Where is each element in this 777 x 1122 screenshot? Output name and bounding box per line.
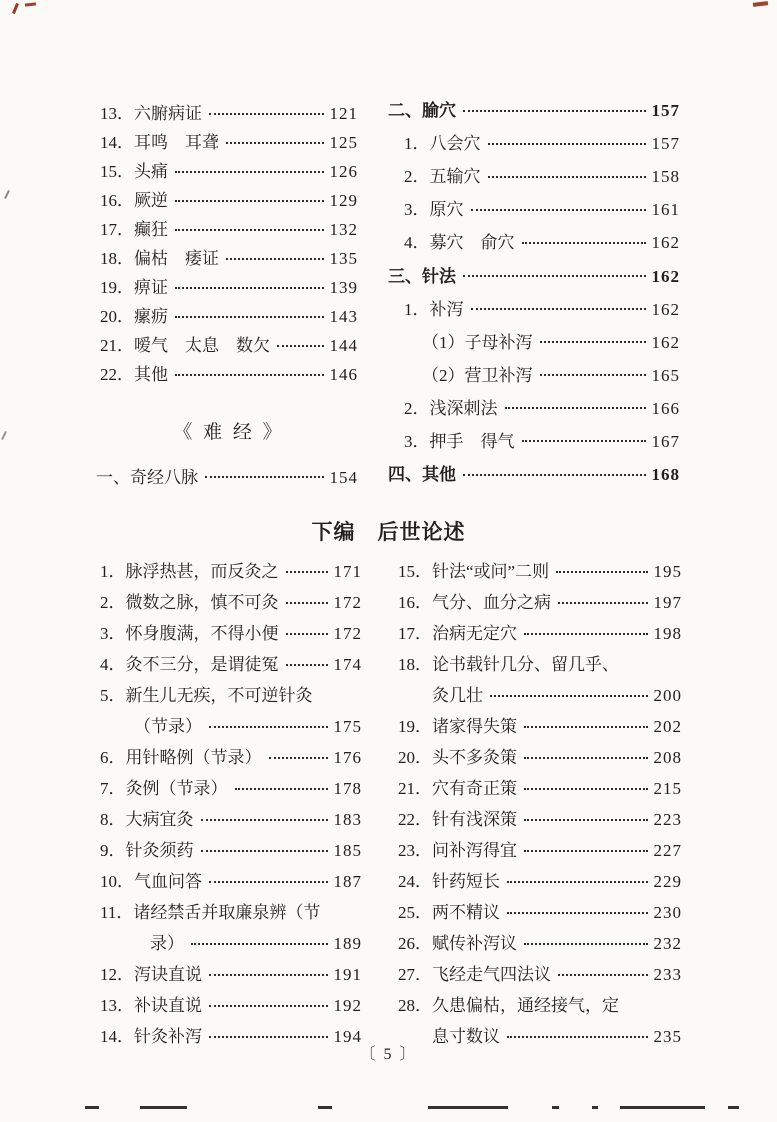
toc-entry-page-number: 165	[651, 365, 680, 385]
toc-entry-title: 24．针药短长	[398, 872, 500, 891]
scan-artifact-margin-tick	[1, 431, 7, 440]
toc-entry-title: 17．治病无定穴	[398, 624, 517, 643]
toc-entry	[388, 94, 680, 127]
toc-entry-page-number: 168	[651, 465, 680, 485]
toc-column-bottom-right	[398, 556, 682, 1052]
scan-artifact-red-mark	[25, 2, 36, 6]
toc-entry	[398, 742, 682, 773]
toc-entry-title: 灸几壮	[432, 686, 483, 705]
toc-entry-title: 14．耳鸣 耳聋	[100, 133, 219, 152]
dot-leader	[209, 974, 328, 976]
toc-entry-page-number: 162	[651, 299, 680, 319]
toc-entry	[100, 773, 362, 804]
dot-leader	[463, 275, 646, 277]
dot-leader	[490, 695, 648, 697]
toc-entry-title: 三、针法	[388, 266, 456, 286]
toc-entry-page-number: 139	[329, 278, 358, 297]
toc-entry-page-number: 175	[333, 717, 362, 736]
toc-entry-page-number: 223	[653, 810, 682, 829]
toc-entry	[100, 331, 358, 360]
toc-entry-title: 一、奇经八脉	[96, 467, 198, 487]
toc-entry	[100, 618, 362, 649]
toc-entry	[398, 711, 682, 742]
toc-entry	[388, 425, 680, 458]
toc-entry-page-number: 129	[329, 191, 358, 210]
toc-entry	[388, 160, 680, 193]
scan-artifact-bottom-line	[728, 1106, 739, 1109]
toc-entry-title: 8．大病宜灸	[100, 810, 194, 829]
toc-entry	[388, 458, 680, 491]
dot-leader	[226, 142, 324, 144]
dot-leader	[286, 571, 328, 573]
toc-entry	[398, 680, 682, 711]
toc-entry	[100, 990, 362, 1021]
toc-entry-page-number: 172	[333, 593, 362, 612]
toc-entry-title: 20．头不多灸策	[398, 748, 517, 767]
toc-entry-title: 9．针灸须药	[100, 841, 194, 860]
dot-leader	[471, 308, 646, 310]
toc-entry	[100, 866, 362, 897]
toc-entry-title: 22．针有浅深策	[398, 810, 517, 829]
toc-entry-page-number: 157	[651, 134, 680, 154]
toc-entry	[398, 959, 682, 990]
dot-leader	[556, 571, 647, 573]
toc-entry-page-number: 125	[329, 133, 358, 152]
toc-entry-title: 26．赋传补泻议	[398, 934, 517, 953]
toc-entry	[398, 773, 682, 804]
toc-entry	[100, 186, 358, 215]
page-number: 〔 5 〕	[359, 1046, 418, 1063]
toc-entry	[100, 244, 358, 273]
toc-entry	[388, 326, 680, 359]
toc-entry-title: 16．气分、血分之病	[398, 593, 551, 612]
scan-artifact-red-mark	[12, 3, 19, 14]
toc-entry-page-number: 144	[329, 336, 358, 355]
toc-entry-title: 5．新生儿无疾，不可逆针灸	[100, 686, 313, 705]
dot-leader	[286, 664, 328, 666]
toc-entry-page-number: 202	[653, 717, 682, 736]
toc-entry	[388, 127, 680, 160]
toc-entry-page-number: 176	[333, 748, 362, 767]
dot-leader	[524, 788, 648, 790]
scan-artifact-bottom-line	[140, 1106, 187, 1109]
toc-entry	[398, 618, 682, 649]
dot-leader	[488, 176, 646, 178]
toc-entry-title: （2）营卫补泻	[422, 365, 533, 385]
dot-leader	[507, 912, 648, 914]
dot-leader	[471, 209, 646, 211]
toc-entry-title: 二、腧穴	[388, 101, 456, 121]
toc-entry-title: 12．泻诀直说	[100, 965, 202, 984]
scan-artifact-red-mark	[753, 1, 768, 7]
toc-entry-title: 28．久患偏枯，通经接气，定	[398, 996, 619, 1015]
toc-entry-title: 10．气血问答	[100, 872, 202, 891]
dot-leader	[209, 1036, 328, 1038]
toc-entry	[398, 990, 682, 1021]
dot-leader	[524, 943, 648, 945]
toc-entry-title: 19．诸家得失策	[398, 717, 517, 736]
toc-entry-page-number: 158	[651, 167, 680, 187]
toc-entry	[100, 928, 362, 959]
dot-leader	[201, 819, 328, 821]
toc-entry	[398, 866, 682, 897]
toc-entry-page-number: 162	[651, 233, 680, 253]
dot-leader	[175, 287, 324, 289]
toc-entry-title: 13．补诀直说	[100, 996, 202, 1015]
toc-entry-title: 6．用针略例（节录）	[100, 748, 262, 767]
toc-entry	[398, 804, 682, 835]
toc-entry-page-number: 146	[329, 365, 358, 384]
toc-entry	[100, 711, 362, 742]
dot-leader	[277, 345, 324, 347]
toc-entry-page-number: 132	[329, 220, 358, 239]
toc-entry-page-number: 154	[329, 467, 358, 487]
toc-entry-page-number: 198	[653, 624, 682, 643]
dot-leader	[201, 850, 328, 852]
dot-leader	[175, 171, 324, 173]
toc-entry-page-number: 174	[333, 655, 362, 674]
toc-entry-title: 4．灸不三分，是谓徒冤	[100, 655, 279, 674]
dot-leader	[175, 200, 324, 202]
toc-entry-page-number: 195	[653, 562, 682, 581]
dot-leader	[286, 633, 328, 635]
dot-leader	[209, 113, 324, 115]
toc-column-top-right	[388, 94, 680, 491]
dot-leader	[507, 1036, 648, 1038]
toc-entry-page-number: 229	[653, 872, 682, 891]
toc-entry-page-number: 233	[653, 965, 682, 984]
toc-entry-title: 四、其他	[388, 465, 456, 485]
toc-entry-title: 2．浅深刺法	[404, 398, 498, 418]
toc-entry-page-number: 192	[333, 996, 362, 1015]
toc-entry-page-number: 185	[333, 841, 362, 860]
toc-entry-page-number: 187	[333, 872, 362, 891]
scan-artifact-bottom-line	[85, 1106, 99, 1109]
toc-column-bottom-left	[100, 556, 362, 1052]
toc-entry-title: 25．两不精议	[398, 903, 500, 922]
toc-entry	[100, 587, 362, 618]
dot-leader	[175, 229, 324, 231]
toc-entry-title: 11．诸经禁舌并取廉泉辨（节	[100, 903, 321, 922]
toc-entry	[100, 360, 358, 389]
dot-leader	[226, 258, 324, 260]
scan-artifact-bottom-line	[428, 1106, 508, 1109]
toc-entry-title: 息寸数议	[432, 1027, 500, 1046]
toc-entry	[100, 649, 362, 680]
dot-leader	[524, 819, 648, 821]
toc-entry-page-number: 189	[333, 934, 362, 953]
toc-entry-title: 7．灸例（节录）	[100, 779, 228, 798]
toc-entry-page-number: 227	[653, 841, 682, 860]
toc-entry	[388, 392, 680, 425]
toc-entry-page-number: 121	[329, 104, 358, 123]
toc-entry-title: 19．痹证	[100, 278, 168, 297]
toc-entry-page-number: 143	[329, 307, 358, 326]
toc-entry-title: 17．癫狂	[100, 220, 168, 239]
toc-entry-title: 2．微数之脉，慎不可灸	[100, 593, 279, 612]
toc-entry-title: 3．原穴	[404, 200, 464, 220]
toc-column-top-left	[100, 99, 358, 389]
toc-entry-page-number: 230	[653, 903, 682, 922]
toc-entry	[388, 193, 680, 226]
nanjing-section-title: 《 难 经 》	[173, 422, 285, 443]
dot-leader	[558, 602, 648, 604]
toc-entry	[388, 259, 680, 292]
dot-leader	[524, 726, 648, 728]
toc-entry-page-number: 157	[651, 101, 680, 121]
toc-entry	[100, 897, 362, 928]
toc-entry-page-number: 232	[653, 934, 682, 953]
toc-entry-title: 23．问补泻得宜	[398, 841, 517, 860]
toc-entry	[96, 462, 358, 492]
toc-entry-title: （节录）	[134, 717, 202, 736]
toc-entry	[388, 293, 680, 326]
toc-entry-page-number: 162	[651, 266, 680, 286]
dot-leader	[191, 943, 328, 945]
toc-entry-page-number: 235	[653, 1027, 682, 1046]
dot-leader	[507, 881, 648, 883]
toc-entry-page-number: 161	[651, 200, 680, 220]
dot-leader	[524, 633, 648, 635]
toc-entry	[100, 556, 362, 587]
toc-entry-title: 录）	[150, 934, 184, 953]
toc-entry-page-number: 167	[651, 431, 680, 451]
toc-entry-title: 1．补泻	[404, 299, 464, 319]
toc-entry-page-number: 135	[329, 249, 358, 268]
toc-entry-title: 21．嗳气 太息 数欠	[100, 336, 270, 355]
dot-leader	[209, 881, 328, 883]
toc-entry-title: 15．针法“或问”二则	[398, 562, 550, 581]
toc-entry-page-number: 215	[653, 779, 682, 798]
toc-entry-page-number: 172	[333, 624, 362, 643]
dot-leader	[522, 440, 646, 442]
toc-entry-page-number: 191	[333, 965, 362, 984]
dot-leader	[524, 757, 648, 759]
toc-entry-title: 18．论书载针几分、留几乎、	[398, 655, 619, 674]
dot-leader	[209, 726, 328, 728]
toc-entry	[100, 835, 362, 866]
toc-entry-page-number: 200	[653, 686, 682, 705]
dot-leader	[488, 143, 646, 145]
dot-leader	[540, 341, 646, 343]
toc-entry	[100, 273, 358, 302]
toc-entry	[398, 928, 682, 959]
toc-entry	[388, 226, 680, 259]
toc-entry	[398, 587, 682, 618]
toc-entry-title: 27．飞经走气四法议	[398, 965, 551, 984]
toc-entry-title: 1．八会穴	[404, 134, 481, 154]
dot-leader	[175, 316, 324, 318]
toc-entry-title: 2．五输穴	[404, 167, 481, 187]
toc-entry-page-number: 194	[333, 1027, 362, 1046]
toc-entry-title: 21．穴有奇正策	[398, 779, 517, 798]
toc-entry-page-number: 178	[333, 779, 362, 798]
toc-entry-title: 1．脉浮热甚，而反灸之	[100, 562, 279, 581]
toc-entry	[398, 649, 682, 680]
scan-artifact-margin-tick	[4, 190, 10, 199]
toc-entry-page-number: 208	[653, 748, 682, 767]
dot-leader	[269, 757, 328, 759]
toc-entry	[100, 99, 358, 128]
dot-leader	[209, 1005, 328, 1007]
toc-entry	[100, 157, 358, 186]
toc-entry-title: 20．瘰疬	[100, 307, 168, 326]
toc-entry	[398, 835, 682, 866]
toc-entry-title: （1）子母补泻	[422, 332, 533, 352]
toc-entry	[100, 128, 358, 157]
toc-entry	[100, 302, 358, 331]
toc-entry	[100, 959, 362, 990]
dot-leader	[505, 407, 646, 409]
dot-leader	[524, 850, 648, 852]
dot-leader	[235, 788, 328, 790]
toc-entry	[100, 742, 362, 773]
toc-entry	[398, 556, 682, 587]
toc-entry	[388, 359, 680, 392]
scan-artifact-bottom-line	[552, 1106, 559, 1109]
dot-leader	[463, 110, 646, 112]
dot-leader	[175, 374, 324, 376]
scan-artifact-bottom-line	[620, 1106, 705, 1109]
dot-leader	[286, 602, 328, 604]
toc-entry	[398, 897, 682, 928]
toc-column-qijing	[96, 462, 358, 492]
toc-entry-page-number: 166	[651, 398, 680, 418]
toc-entry-title: 4．募穴 俞穴	[404, 233, 515, 253]
toc-entry-title: 3．怀身腹满，不得小便	[100, 624, 279, 643]
toc-entry-title: 16．厥逆	[100, 191, 168, 210]
toc-entry	[100, 804, 362, 835]
scan-artifact-bottom-line	[318, 1106, 332, 1109]
toc-entry-page-number: 171	[333, 562, 362, 581]
toc-entry	[100, 215, 358, 244]
toc-entry-page-number: 197	[653, 593, 682, 612]
dot-leader	[522, 242, 646, 244]
toc-entry-page-number: 162	[651, 332, 680, 352]
toc-entry-title: 15．头痛	[100, 162, 168, 181]
toc-entry-page-number: 126	[329, 162, 358, 181]
dot-leader	[540, 374, 646, 376]
toc-entry-page-number: 183	[333, 810, 362, 829]
scan-artifact-bottom-line	[592, 1106, 598, 1109]
part-heading: 下编 后世论述	[311, 520, 466, 544]
toc-entry-title: 18．偏枯 痿证	[100, 249, 219, 268]
toc-entry-title: 3．押手 得气	[404, 431, 515, 451]
toc-entry	[100, 680, 362, 711]
dot-leader	[558, 974, 648, 976]
toc-entry-title: 14．针灸补泻	[100, 1027, 202, 1046]
dot-leader	[463, 474, 646, 476]
toc-entry-title: 22．其他	[100, 365, 168, 384]
dot-leader	[205, 476, 324, 478]
toc-entry-title: 13．六腑病证	[100, 104, 202, 123]
